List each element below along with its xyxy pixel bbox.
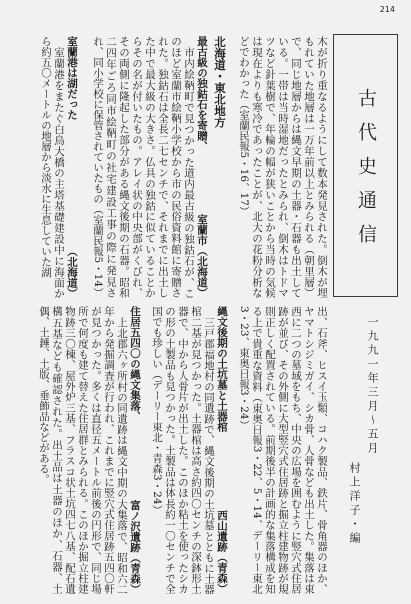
article-body: 室蘭港をまたぐ白鳥大橋の主塔基礎建設中に海面から約五〇メートルの地層から淡水に生息していた湖 bbox=[40, 36, 65, 298]
issue-period: 一九九一年三月〜五月 bbox=[366, 316, 379, 456]
article-place: 室蘭市（北海道） bbox=[196, 214, 208, 298]
article-heading bbox=[65, 36, 79, 298]
continued-text: 出、石斧、ヒスイ玉類、コハク製品、鉄片、骨角器のほか、ヤマトシジミガイ、シカ骨、人骨なども出土した。集落は東西に二つの墓域をもち、中央の広場を囲むように竪穴式住居跡が並び、その外側に大型竪穴式住居跡と掘立柱建物跡が規則正しく配置されている。前期後半の計画的な集落構成を知る上で貴重な資料（東奥日報3・22、5・14、デーリー東北3・23、東奥日報3・24） bbox=[238, 306, 328, 594]
article-heading bbox=[215, 306, 229, 594]
article-place: （北海道） bbox=[66, 245, 78, 298]
article-place: 西山遺跡（青森） bbox=[216, 510, 228, 594]
article-heading bbox=[128, 306, 142, 594]
masthead-title: 古代史通信 bbox=[355, 88, 377, 258]
editor-credit: 村上洋子・編 bbox=[348, 462, 361, 546]
region-heading: 北海道・東北地方 bbox=[213, 36, 227, 128]
continued-text: 木が折り重なるようにして数本発見された。倒木が埋もれていた地層は一万年前以上とみられる（朝里層）で、同じ地層からは縄文早期の土器・石器も出土している。一帯は当時湿地だったとみられ、倒木はトドマツなど針葉樹で、年輪の幅が狭いことから当時の気候は現在よりも寒冷であったことが、北大の花粉分析などでわかった（室蘭民報5・16、17） bbox=[238, 36, 328, 298]
lower-tier bbox=[36, 306, 328, 594]
article-body: 上北郡六ヶ所村の同遺跡は縄文中期の大集落で、昭和六二年から発掘調査が行われ、これまでに竪穴式住居跡五四〇軒が見つかった。多くは直径五メートル前後の円形で、同じ場所で何度も建て替えた住居群とみられる。このほか掘立柱建物跡三〇棟、屋外炉三基、フラスコ状土坑四七八基、配石遺構五基なども確認された。出土品は土器のほか、石器、土偶、土錘、土版、垂飾品などがある。 bbox=[38, 306, 128, 594]
article-title: 縄文後期の土坑墓と土器棺 bbox=[216, 306, 228, 432]
page-number: 214 bbox=[379, 5, 395, 14]
article-heading bbox=[195, 36, 209, 298]
article-title: 最古級の独鈷石を寄贈、 bbox=[196, 36, 208, 152]
article-body: 三戸郡福地村の同遺跡で、縄文後期の土坑墓とともに土器棺二基が見つかった。土器棺は高さ約四〇センチの深鉢形土器で、中から人骨片が出土した。このほか粘土を使ったシカの形の土製品も見つかった。土製品は体長約一〇センチで全国でも珍しい（デーリー東北・青森3・24） bbox=[151, 306, 215, 594]
masthead-box bbox=[333, 34, 398, 297]
article-title: 室蘭港は湖だった bbox=[66, 36, 78, 120]
upper-tier bbox=[36, 36, 328, 298]
article-place: 富ノ沢遺跡（青森） bbox=[129, 499, 141, 594]
article-title: 住居五四〇の縄文集落、 bbox=[129, 306, 141, 422]
article-body: 市内絵鞆町で見つかった道内最古級の独鈷石が、このほど室蘭市絵鞆小学校から市の民俗資料館に寄贈された。独鈷石は全長二七センチで、それまでに出土した中で最大級の大きさ。仏具の独鈷に似ていることからその名が付いたもの。アレイ状の中央部がくびれ、その両側に隆起した部分がある縄文後期の石器。昭和二四年ごろ同市絵鞆町の社宅建設工事の際に発見され、同小学校に保管されていたもの（室蘭民報5・14） bbox=[92, 36, 195, 298]
